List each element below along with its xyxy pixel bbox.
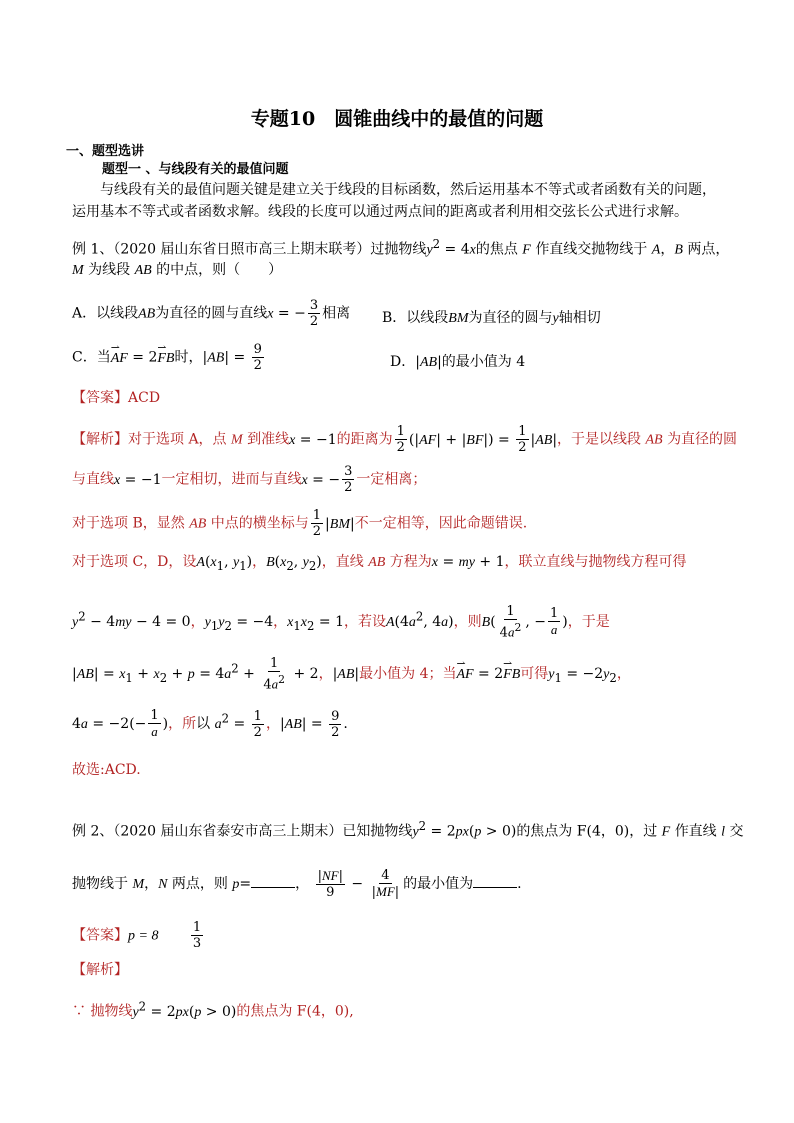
ex1-solution-line7: 4a = −2(− $\frac{1}{a}$ )，所以 $a^2$ = $\frac{1}{2}$ ，|AB| = $\frac{9}{2}$ . xyxy=(72,708,348,740)
ex1-option-b: B．以线段BM为直径的圆与y轴相切 xyxy=(382,310,601,326)
ex2-solution-line1: ∵ 抛物线$y^2 = 2px(p > 0)$的焦点为 F(4，0), xyxy=(72,999,354,1020)
ex2-stem-line1: 例 2、（2020 届山东省泰安市高三上期末）已知抛物线$y^2 = 2px(p > 0)$的焦点为 F(4，0)，过 F 作直线 l 交 xyxy=(72,819,744,840)
ex1-option-d: D．|AB|的最小值为 4 xyxy=(390,354,526,370)
ex1-solution-line2: 与直线x = −1一定相切，进而与直线x = − $\frac{3}{2}$ 一定相离； xyxy=(72,464,427,495)
ex1-solution-line1: 【解析】对于选项 A，点 M 到准线x = −1的距离为 $\frac{1}{2}$ (|AF| + |BF|) = $\frac{1}{2}$ |AB|，于是以线段 AB 为直径的圆 xyxy=(72,424,738,455)
ex1-option-a: A．以线段AB为直径的圆与直线x = − $\frac{3}{2}$ 相离 xyxy=(72,298,351,329)
ex1-answer: 【答案】ACD xyxy=(72,390,161,406)
section-heading: 一、题型选讲 xyxy=(66,144,145,159)
ex1-conclusion: 故选:ACD. xyxy=(72,762,141,778)
ex1-stem-line2: M 为线段 AB 的中点，则（ ） xyxy=(72,262,283,278)
intro-line-1: 与线段有关的最值问题关键是建立关于线段的目标函数，然后运用基本不等式或者函数有关的问题， xyxy=(100,182,716,198)
ex1-option-c: C．当⇀ AF = 2⇀ FB时，|AB| = $\frac{9}{2}$ xyxy=(72,342,266,373)
ex2-answer: 【答案】p = 8 $\frac{1}{3}$ xyxy=(72,920,202,951)
ex2-analysis-label: 【解析】 xyxy=(72,962,128,978)
page-title: 专题10 圆锥曲线中的最值的问题 xyxy=(250,108,544,130)
ex1-solution-line3: 对于选项 B，显然 AB 中点的横坐标与 $\frac{1}{2}$ |BM|不一定相等，因此命题错误. xyxy=(72,508,528,539)
intro-line-2: 运用基本不等式或者函数求解。线段的长度可以通过两点间的距离或者利用相交弦长公式进行求解。 xyxy=(72,204,688,220)
ex1-solution-line6: $|AB| = x_1 + x_2 + p = 4a^2$ + $\frac{1}{4a^2}$ + 2，|AB|最小值为 4；当⇀ AF = 2⇀ FB可得$y_1 = -2y_2$， xyxy=(72,656,631,692)
ex2-stem-line2: 抛物线于 M，N 两点，则 p= ， $\frac{|NF|}{9}$ − $\frac{4}{|MF|}$ 的最小值为 . xyxy=(72,868,522,900)
ex1-stem-line1: 例 1、（2020 届山东省日照市高三上期末联考）过抛物线$y^2 = 4x$的焦点 F 作直线交抛物线于 A，B 两点， xyxy=(72,237,730,258)
ex2-blank-2[interactable] xyxy=(473,887,517,888)
type-heading: 题型一 、与线段有关的最值问题 xyxy=(102,162,289,177)
ex1-solution-line5: $y^2 - 4my - 4 = 0$，$y_1y_2 = -4$，$x_1x_2 = 1$，若设$A(4a^2$, 4a)，则B( $\frac{1}{4a^2}$ , − $\frac{1}{a}$ )，于是 xyxy=(72,604,610,641)
ex1-solution-line4: 对于选项 C，D，设$A(x_1$, $y_1$)，$B(x_2$, $y_2$)，直线 AB 方程为x = my + 1，联立直线与抛物线方程可得 xyxy=(72,554,687,573)
ex2-blank-1[interactable] xyxy=(251,887,295,888)
